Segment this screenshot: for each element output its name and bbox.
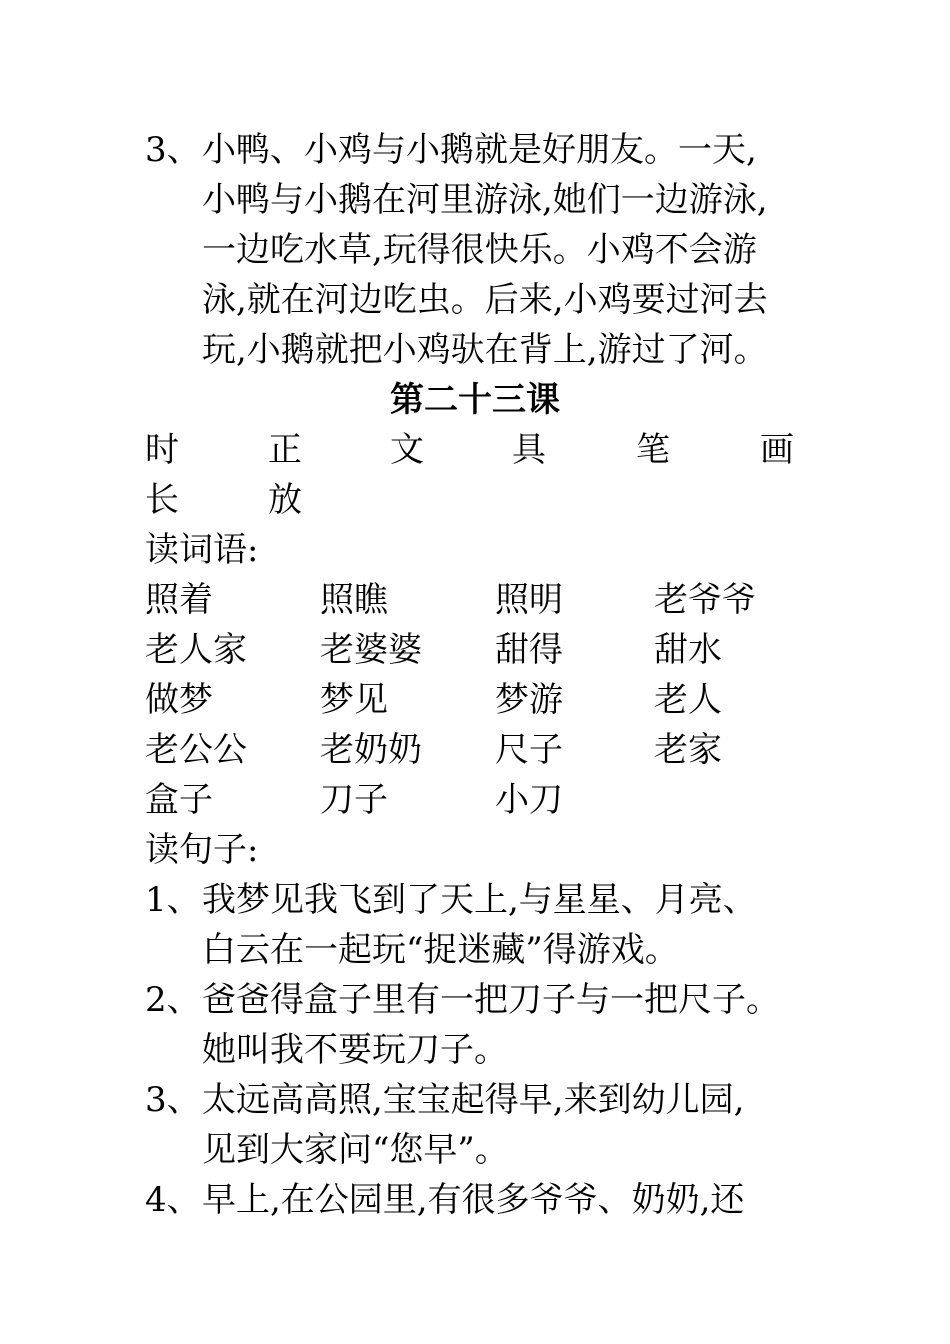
- sentence-line: 她叫我不要玩刀子。: [202, 1030, 508, 1070]
- word: 老人家: [145, 630, 247, 670]
- character: 放: [268, 480, 302, 520]
- word: 甜得: [495, 630, 563, 670]
- character: 长: [145, 480, 179, 520]
- word: 老家: [654, 730, 722, 770]
- sentence-number: 3、: [145, 1080, 201, 1120]
- word: 刀子: [320, 780, 388, 820]
- story-line: 一边吃水草,玩得很快乐。小鸡不会游: [202, 230, 757, 270]
- word: 小刀: [495, 780, 563, 820]
- sentence-line: 爸爸得盒子里有一把刀子与一把尺子。: [202, 980, 780, 1020]
- sentence-line: 早上,在公园里,有很多爷爷、奶奶,还: [202, 1180, 745, 1220]
- character: 时: [145, 430, 179, 470]
- sentence-number: 4、: [145, 1180, 201, 1220]
- story-line: 小鸭与小鹅在河里游泳,她们一边游泳,: [202, 180, 768, 220]
- sentence-number: 2、: [145, 980, 201, 1020]
- sentence-line: 见到大家问“您早”。: [202, 1130, 509, 1170]
- sentence-line: 太远高高照,宝宝起得早,来到幼儿园,: [202, 1080, 745, 1120]
- word: 照明: [495, 580, 563, 620]
- character: 笔: [636, 430, 670, 470]
- word: 梦游: [495, 680, 563, 720]
- word: 盒子: [145, 780, 213, 820]
- words-heading: 读词语:: [145, 530, 259, 570]
- character: 正: [268, 430, 302, 470]
- sentence-line: 白云在一起玩“捉迷藏”得游戏。: [202, 930, 679, 970]
- sentences-heading: 读句子:: [145, 830, 259, 870]
- word: 照着: [145, 580, 213, 620]
- sentence-number: 1、: [145, 880, 201, 920]
- character: 具: [512, 430, 546, 470]
- word: 老婆婆: [320, 630, 422, 670]
- word: 尺子: [495, 730, 563, 770]
- lesson-title: 第二十三课: [390, 380, 560, 420]
- story-line: 泳,就在河边吃虫。后来,小鸡要过河去: [202, 280, 768, 320]
- word: 照瞧: [320, 580, 388, 620]
- story-number: 3、: [145, 130, 201, 170]
- word: 梦见: [320, 680, 388, 720]
- story-line: 小鸭、小鸡与小鹅就是好朋友。一天,: [202, 130, 757, 170]
- word: 老奶奶: [320, 730, 422, 770]
- story-line: 玩,小鹅就把小鸡驮在背上,游过了河。: [202, 330, 768, 370]
- word: 老公公: [145, 730, 247, 770]
- word: 老爷爷: [654, 580, 756, 620]
- character: 画: [760, 430, 794, 470]
- word: 甜水: [654, 630, 722, 670]
- word: 做梦: [145, 680, 213, 720]
- sentence-line: 我梦见我飞到了天上,与星星、月亮、: [202, 880, 757, 920]
- word: 老人: [654, 680, 722, 720]
- character: 文: [390, 430, 424, 470]
